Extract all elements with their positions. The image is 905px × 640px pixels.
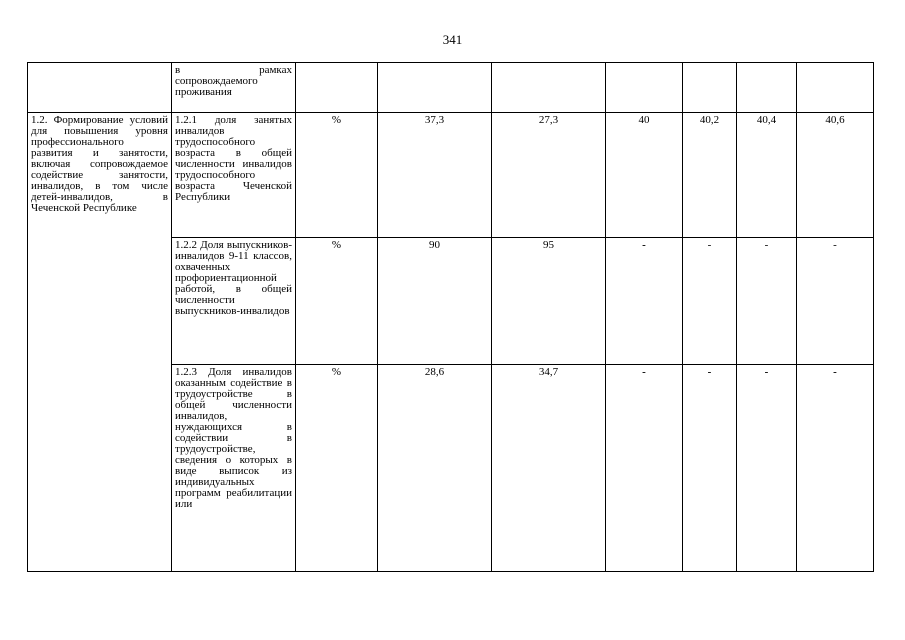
indicator-text: Доля выпускников-инвалидов 9-11 классов, охваченных профориентационной работой, в общей численности выпускников-инвалидов [175, 239, 292, 317]
table-row [28, 113, 874, 238]
value-cell [797, 63, 874, 113]
indicator-table [27, 62, 874, 572]
value-cell: 90 [378, 238, 492, 365]
indicator-number: 1.2.1 [175, 114, 197, 126]
value-cell [737, 63, 797, 113]
indicator-cell [172, 113, 296, 238]
unit-cell [296, 63, 378, 113]
indicator-text: Доля инвалидов оказанным содействие в трудоустройстве в общей численности инвалидов, нуждающихся в содействии в трудоустройстве, сведения о которых в виде выписок из индивидуальных программ реабилитации или [175, 366, 292, 510]
value-cell: - [606, 365, 683, 572]
value-cell: - [683, 238, 737, 365]
table-row [28, 63, 874, 113]
value-cell [606, 63, 683, 113]
goal-text: 1.2. Формирование условий для повышения уровня профессионального развития и занятости, включая сопровождаемое содействие занятости, инвалидов, в том числе детей-инвалидов, в Чеченской Республике [31, 114, 168, 214]
indicator-cell [172, 365, 296, 572]
value-cell [683, 63, 737, 113]
value-cell: 37,3 [378, 113, 492, 238]
value-cell: 40 [606, 113, 683, 238]
indicator-text: доля занятых инвалидов трудоспособного возраста в общей численности инвалидов трудоспособного возраста Чеченской Республики [175, 114, 292, 203]
unit-cell: % [296, 113, 378, 238]
value-cell: 95 [492, 238, 606, 365]
value-cell: - [737, 365, 797, 572]
unit-cell: % [296, 365, 378, 572]
value-cell: - [683, 365, 737, 572]
value-cell: 28,6 [378, 365, 492, 572]
value-cell: 27,3 [492, 113, 606, 238]
value-cell: - [797, 238, 874, 365]
indicator-cell [172, 63, 296, 113]
value-cell: 40,4 [737, 113, 797, 238]
goal-cell [28, 63, 172, 113]
value-cell [378, 63, 492, 113]
goal-cell [28, 113, 172, 572]
indicator-number: 1.2.2 [175, 239, 197, 251]
indicator-cell [172, 238, 296, 365]
value-cell: 40,2 [683, 113, 737, 238]
value-cell: 40,6 [797, 113, 874, 238]
value-cell: - [737, 238, 797, 365]
value-cell: - [606, 238, 683, 365]
unit-cell: % [296, 238, 378, 365]
value-cell: - [797, 365, 874, 572]
value-cell [492, 63, 606, 113]
indicator-text: в рамках сопровождаемого проживания [175, 64, 292, 98]
value-cell: 34,7 [492, 365, 606, 572]
indicator-number: 1.2.3 [175, 366, 197, 378]
page-number: 341 [442, 32, 463, 47]
